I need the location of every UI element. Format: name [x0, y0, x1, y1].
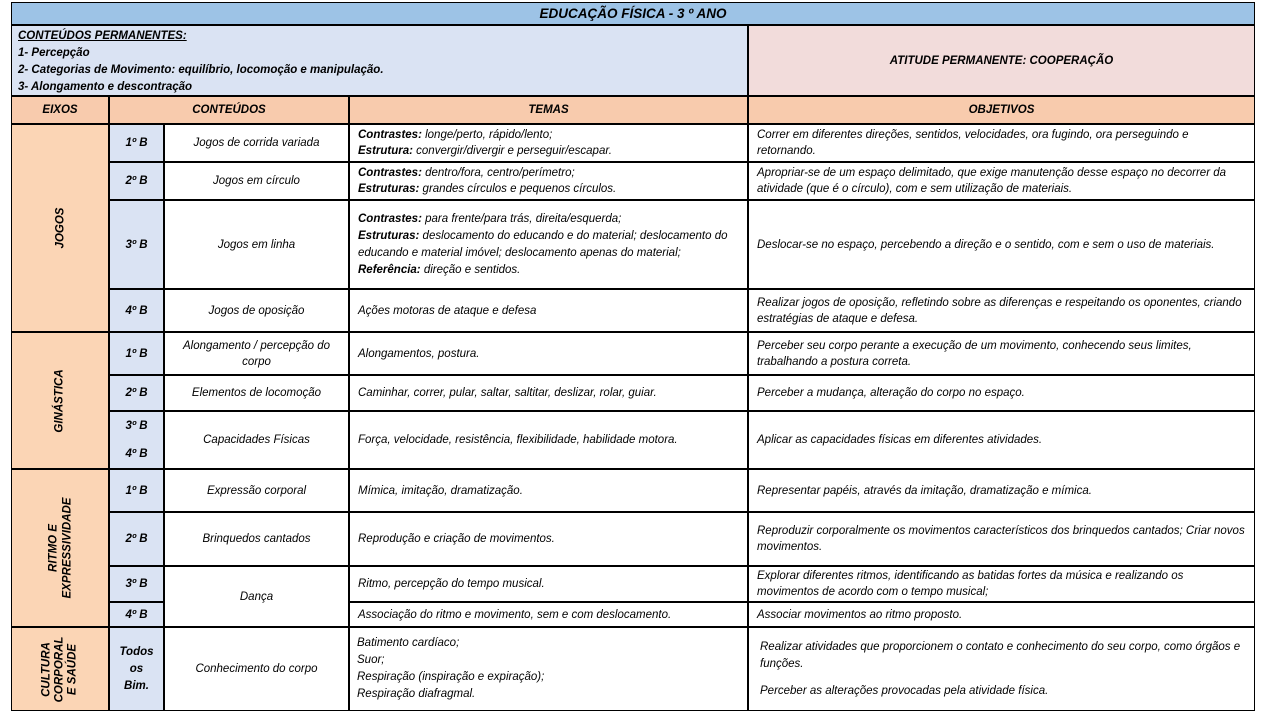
bimestre-cell [109, 627, 164, 711]
objetivo-cell: Perceber a mudança, alteração do corpo no espaço. [748, 375, 1255, 411]
temas-cell: Alongamentos, postura. [349, 332, 748, 375]
eixo-label: GINÁSTICA [54, 368, 66, 433]
tema-value: para frente/para trás, direita/esquerda; [421, 212, 622, 225]
bimestre-cell: 4º B [109, 289, 164, 332]
eixo-jogos [11, 124, 109, 332]
tema-line: Respiração (inspiração e expiração); [357, 671, 545, 683]
objetivo-cell: Correr em diferentes direções, sentidos, velocidades, ora fugindo, ora perseguindo e retornando. [748, 124, 1255, 162]
eixo-label-line: CULTURA [40, 641, 53, 697]
conteudo-cell: Alongamento / percepção do corpo [164, 332, 349, 375]
bimestre-cell: 1º B [109, 469, 164, 512]
tema-line: Suor; [357, 654, 385, 666]
objetivo-cell: Representar papéis, através da imitação, dramatização e mímica. [748, 469, 1255, 512]
tema-key: Referência: [358, 263, 421, 276]
conteudo-cell: Conhecimento do corpo [164, 627, 349, 711]
temas-cell [349, 200, 748, 289]
tema-line: Batimento cardíaco; [357, 637, 460, 649]
temas-cell: Mímica, imitação, dramatização. [349, 469, 748, 512]
permanent-contents [11, 25, 748, 96]
conteudo-cell: Jogos de corrida variada [164, 124, 349, 162]
objetivo-cell: Explorar diferentes ritmos, identificando as batidas fortes da música e realizando os movimentos de acordo com o tempo musical; [748, 566, 1255, 602]
bimestre-label: Bim. [124, 679, 149, 692]
tema-key: Estrutura: [358, 145, 413, 157]
header-eixos: EIXOS [11, 96, 109, 124]
temas-cell: Caminhar, correr, pular, saltar, saltitar, deslizar, rolar, guiar. [349, 375, 748, 411]
temas-cell: Ações motoras de ataque e defesa [349, 289, 748, 332]
objetivo-cell: Aplicar as capacidades físicas em diferentes atividades. [748, 411, 1255, 469]
tema-line [358, 262, 739, 279]
bimestre-label: 4º B [125, 448, 148, 460]
conteudo-cell: Jogos de oposição [164, 289, 349, 332]
temas-cell: Associação do ritmo e movimento, sem e com deslocamento. [349, 602, 748, 627]
bimestre-cell [109, 411, 164, 469]
tema-line [358, 143, 739, 159]
objetivo-paragraph: Perceber as alterações provocadas pela atividade física. [760, 685, 1049, 697]
bimestre-cell: 3º B [109, 200, 164, 289]
bimestre-cell: 1º B [109, 332, 164, 375]
objetivo-cell: Realizar jogos de oposição, refletindo sobre as diferenças e respeitando os oponentes, criando estratégias de ataque e defesa. [748, 289, 1255, 332]
tema-value: grandes círculos e pequenos círculos. [419, 183, 617, 195]
objetivo-cell [748, 627, 1255, 711]
objetivo-cell: Reproduzir corporalmente os movimentos característicos dos brinquedos cantados; Criar novos movimentos. [748, 512, 1255, 566]
permanent-item: 2- Categorias de Movimento: equilíbrio, locomoção e manipulação. [18, 64, 384, 76]
eixo-label-line: EXPRESSIVIDADE [61, 497, 74, 599]
conteudo-cell: Expressão corporal [164, 469, 349, 512]
eixo-label-line: E SAÚDE [66, 643, 79, 695]
bimestre-label: 3º B [125, 420, 148, 432]
bimestre-cell: 2º B [109, 375, 164, 411]
eixo-label-line: RITMO E [47, 524, 60, 572]
conteudo-cell: Jogos em círculo [164, 162, 349, 200]
temas-cell: Reprodução e criação de movimentos. [349, 512, 748, 566]
bimestre-cell: 2º B [109, 512, 164, 566]
conteudo-cell: Dança [164, 566, 349, 627]
permanent-heading: CONTEÚDOS PERMANENTES: [18, 30, 187, 42]
eixo-label-line: CORPORAL [53, 636, 66, 702]
bimestre-cell: 2º B [109, 162, 164, 200]
tema-value: deslocamento do educando e do material; deslocamento do educando e material imóvel; deslocamento apenas do material; [358, 229, 728, 259]
header-temas: TEMAS [349, 96, 748, 124]
temas-cell: Ritmo, percepção do tempo musical. [349, 566, 748, 602]
tema-line [358, 228, 739, 262]
conteudo-cell: Capacidades Físicas [164, 411, 349, 469]
eixo-label [46, 498, 74, 599]
temas-cell: Força, velocidade, resistência, flexibilidade, habilidade motora. [349, 411, 748, 469]
objetivo-cell: Perceber seu corpo perante a execução de um movimento, conhecendo seus limites, trabalhando a postura correta. [748, 332, 1255, 375]
tema-key: Estruturas: [358, 229, 420, 242]
permanent-attitude: ATITUDE PERMANENTE: COOPERAÇÃO [748, 25, 1255, 96]
temas-cell [349, 124, 748, 162]
tema-key: Contrastes: [358, 129, 422, 141]
objetivo-cell: Apropriar-se de um espaço delimitado, que exige manutenção desse espaço no decorrer da atividade (que é o círculo), com e sem utilização de materiais. [748, 162, 1255, 200]
temas-cell [349, 162, 748, 200]
tema-value: convergir/divergir e perseguir/escapar. [412, 145, 612, 157]
conteudo-cell: Elementos de locomoção [164, 375, 349, 411]
tema-line [358, 211, 739, 228]
page-title: EDUCAÇÃO FÍSICA - 3 º ANO [11, 2, 1255, 25]
tema-key: Estruturas: [358, 183, 420, 195]
eixo-ginastica [11, 332, 109, 469]
tema-line [358, 127, 739, 143]
bimestre-label: Todos [119, 645, 154, 658]
eixo-cultura [11, 627, 109, 711]
conteudo-cell: Jogos em linha [164, 200, 349, 289]
bimestre-label: os [129, 662, 144, 675]
tema-value: direção e sentidos. [420, 263, 521, 276]
objetivo-cell: Associar movimentos ao ritmo proposto. [748, 602, 1255, 627]
conteudo-cell: Brinquedos cantados [164, 512, 349, 566]
tema-line [358, 165, 739, 181]
header-conteudos: CONTEÚDOS [109, 96, 349, 124]
tema-key: Contrastes: [358, 212, 422, 225]
eixo-ritmo [11, 469, 109, 627]
tema-key: Contrastes: [358, 167, 422, 179]
bimestre-cell: 4º B [109, 602, 164, 627]
bimestre-cell: 3º B [109, 566, 164, 602]
tema-value: longe/perto, rápido/lento; [421, 129, 553, 141]
tema-line: Respiração diafragmal. [357, 688, 476, 700]
bimestre-cell: 1º B [109, 124, 164, 162]
objetivo-cell: Deslocar-se no espaço, percebendo a direção e o sentido, com e sem o uso de materiais. [748, 200, 1255, 289]
tema-line [358, 181, 739, 197]
objetivo-paragraph: Realizar atividades que proporcionem o contato e conhecimento do seu corpo, como órgãos e funções. [760, 641, 1241, 670]
tema-value: dentro/fora, centro/perímetro; [421, 167, 575, 179]
permanent-item: 3- Alongamento e descontração [18, 81, 193, 93]
eixo-label: JOGOS [54, 207, 66, 249]
temas-cell [349, 627, 748, 711]
eixo-label [41, 636, 80, 702]
permanent-item: 1- Percepção [18, 47, 90, 59]
header-objetivos: OBJETIVOS [748, 96, 1255, 124]
